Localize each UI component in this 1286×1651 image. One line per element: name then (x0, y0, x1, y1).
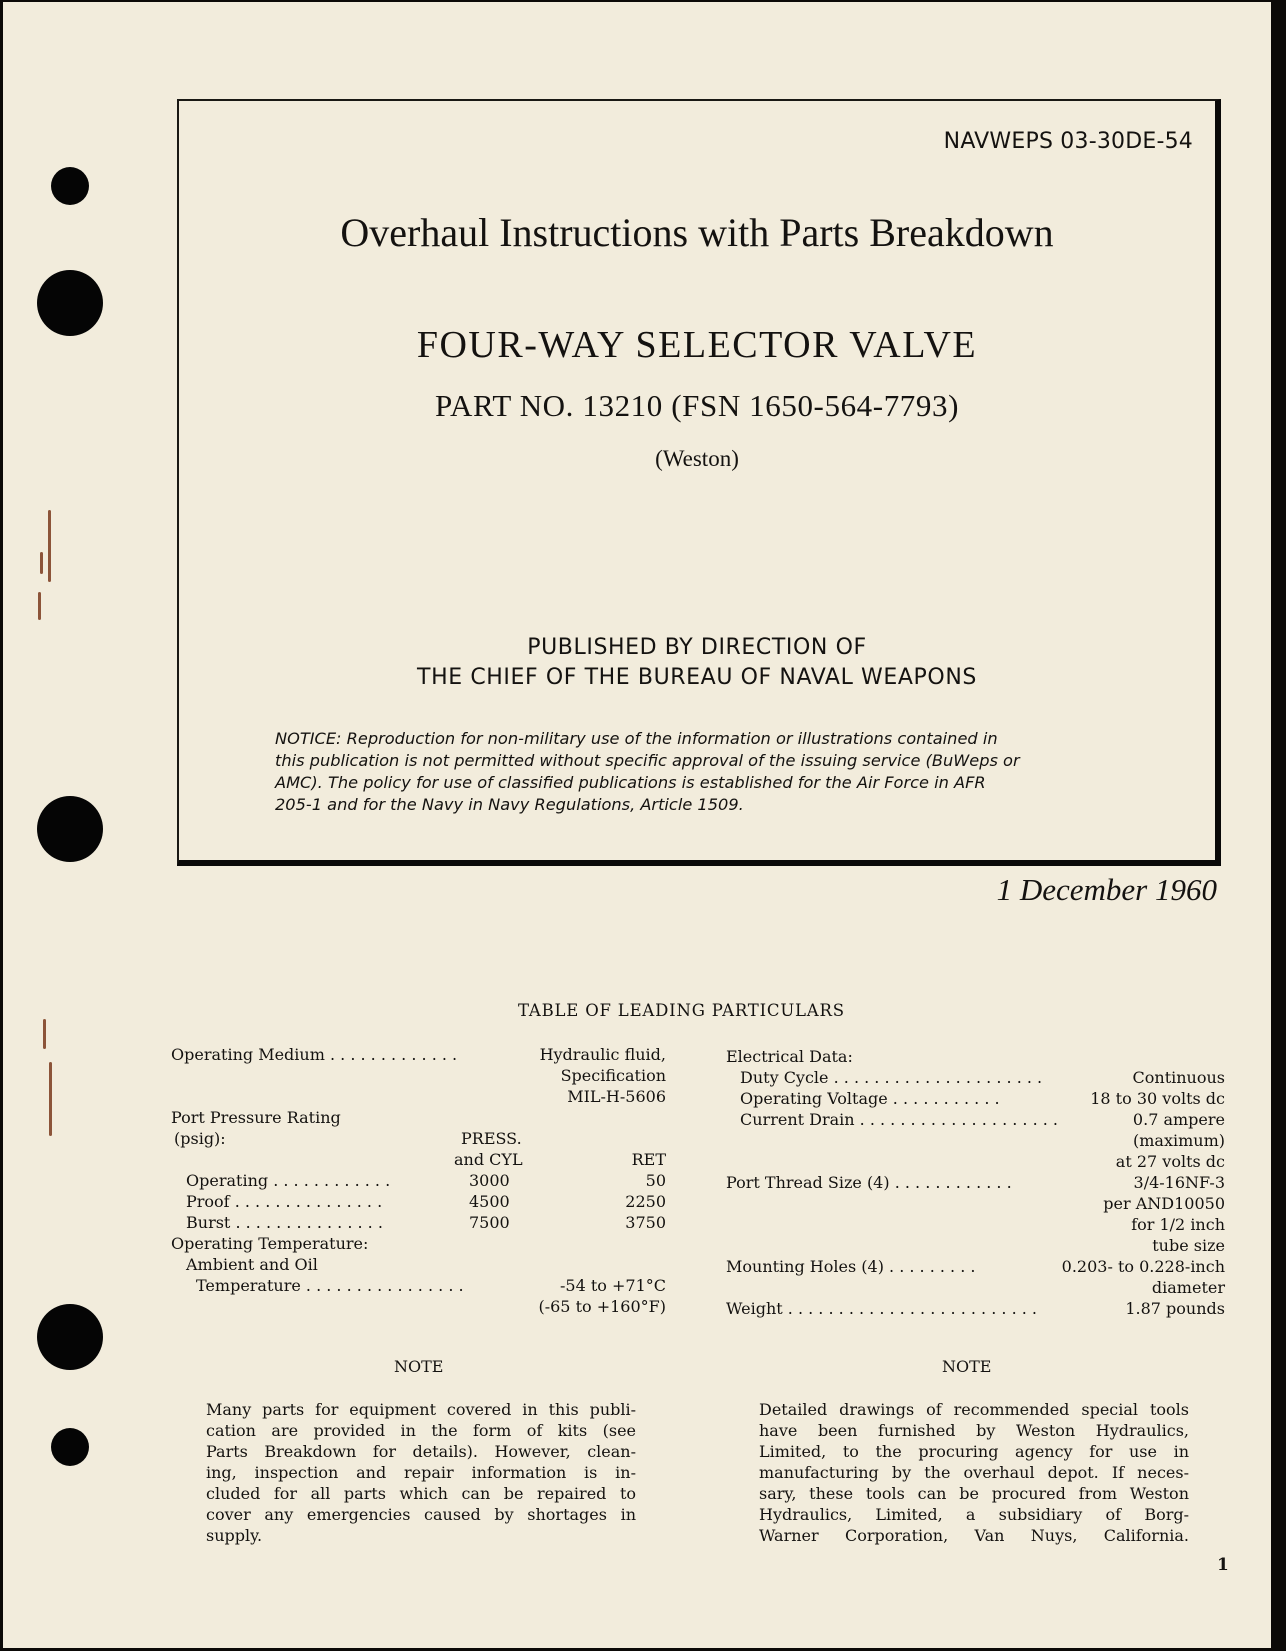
part-number: PART NO. 13210 (FSN 1650-564-7793) (434, 388, 960, 423)
note-line: Detailed drawings of recommended special tools (759, 1400, 1189, 1419)
note-line: sary, these tools can be procured from Weston (759, 1484, 1189, 1503)
value-mounting-holes-1: 0.203- to 0.228-inch (1061, 1257, 1225, 1276)
note-body-right (759, 1399, 1189, 1546)
value-temperature-f: (-65 to +160°F) (538, 1297, 666, 1316)
header-press-cyl-2: and CYL (454, 1150, 523, 1169)
component-name: FOUR-WAY SELECTOR VALVE (416, 324, 978, 366)
document-page (3, 2, 1271, 1648)
header-press-cyl-1: PRESS. (461, 1129, 522, 1148)
staple-mark (40, 552, 43, 574)
value-port-thread-4: tube size (1152, 1236, 1225, 1255)
value-duty-cycle: Continuous (1132, 1068, 1225, 1087)
notice-line: NOTICE: Reproduction for non-military use of the information or illustrations contained in (275, 729, 998, 748)
label-ambient-oil: Ambient and Oil (186, 1255, 318, 1274)
binder-hole-large-top (37, 270, 103, 336)
note-line: cluded for all parts which can be repaired to (206, 1484, 636, 1503)
note-line: have been furnished by Weston Hydraulics, (759, 1421, 1189, 1440)
label-electrical-data: Electrical Data: (726, 1047, 853, 1066)
value-operating-medium-3: MIL-H-5606 (567, 1087, 666, 1106)
publisher-line-1: PUBLISHED BY DIRECTION OF (527, 635, 867, 660)
value-operating-medium-2: Specification (560, 1066, 666, 1085)
value-operating-ret: 50 (645, 1171, 666, 1190)
value-weight: 1.87 pounds (1125, 1299, 1225, 1318)
value-proof-press: 4500 (469, 1192, 510, 1211)
note-line: Hydraulics, Limited, a subsidiary of Borg- (759, 1505, 1189, 1524)
value-port-thread-2: per AND10050 (1103, 1194, 1225, 1213)
staple-mark (49, 1062, 52, 1136)
binder-hole-small-top (51, 167, 89, 205)
title-frame (177, 99, 1221, 866)
label-port-thread-size: Port Thread Size (4) . . . . . . . . . . . . (726, 1173, 1012, 1192)
notice-line: 205-1 and for the Navy in Navy Regulations, Article 1509. (275, 795, 744, 814)
note-heading-left: NOTE (394, 1357, 444, 1376)
value-operating-voltage: 18 to 30 volts dc (1090, 1089, 1225, 1108)
value-mounting-holes-2: diameter (1151, 1278, 1225, 1297)
label-operating-voltage: Operating Voltage . . . . . . . . . . . (740, 1089, 1000, 1108)
staple-mark (48, 510, 51, 582)
note-line: supply. (206, 1526, 263, 1545)
value-temperature-c: -54 to +71°C (559, 1276, 666, 1295)
notice-line: AMC). The policy for use of classified publications is established for the Air Force in AFR (275, 773, 986, 792)
staple-mark (43, 1019, 46, 1049)
note-line: Many parts for equipment covered in this publi- (206, 1400, 636, 1419)
binder-hole-small-bottom (51, 1428, 89, 1466)
table-title: TABLE OF LEADING PARTICULARS (518, 1001, 845, 1020)
notice-line: this publication is not permitted without specific approval of the issuing service (BuWeps or (275, 751, 1020, 770)
value-operating-press: 3000 (469, 1171, 510, 1190)
note-line: ing, inspection and repair information is in- (206, 1463, 636, 1482)
value-burst-ret: 3750 (625, 1213, 666, 1232)
header-ret: RET (631, 1150, 666, 1169)
manufacturer: (Weston) (655, 446, 739, 471)
value-burst-press: 7500 (469, 1213, 510, 1232)
value-port-thread-1: 3/4-16NF-3 (1133, 1173, 1225, 1192)
notice-paragraph (275, 728, 1055, 816)
value-current-drain-1: 0.7 ampere (1132, 1110, 1225, 1129)
label-weight: Weight . . . . . . . . . . . . . . . . . . . . . . . . . (726, 1299, 1037, 1318)
label-psig: (psig): (174, 1129, 226, 1148)
label-mounting-holes: Mounting Holes (4) . . . . . . . . . (726, 1257, 976, 1276)
label-proof: Proof . . . . . . . . . . . . . . . (186, 1192, 383, 1211)
staple-mark (38, 592, 41, 620)
label-operating: Operating . . . . . . . . . . . . (186, 1171, 391, 1190)
label-operating-temperature: Operating Temperature: (171, 1234, 369, 1253)
label-temperature: Temperature . . . . . . . . . . . . . . . . (196, 1276, 464, 1295)
note-line: cover any emergencies caused by shortages in (206, 1505, 636, 1524)
note-line: cation are provided in the form of kits (see (206, 1421, 636, 1440)
binder-hole-large-bottom (37, 1304, 103, 1370)
note-line: manufacturing by the overhaul depot. If neces- (759, 1463, 1189, 1482)
value-current-drain-2: (maximum) (1133, 1131, 1225, 1150)
note-line: Warner Corporation, Van Nuys, California. (759, 1526, 1189, 1545)
note-line: Limited, to the procuring agency for use in (759, 1442, 1189, 1461)
publisher-line-2: THE CHIEF OF THE BUREAU OF NAVAL WEAPONS (417, 665, 977, 690)
value-port-thread-3: for 1/2 inch (1131, 1215, 1225, 1234)
note-body-left (206, 1399, 636, 1546)
note-line: Parts Breakdown for details). However, clean- (206, 1442, 636, 1461)
value-proof-ret: 2250 (625, 1192, 666, 1211)
label-operating-medium: Operating Medium . . . . . . . . . . . . . (171, 1045, 458, 1064)
value-operating-medium-1: Hydraulic fluid, (539, 1045, 666, 1064)
binder-hole-large-middle (37, 796, 103, 862)
label-duty-cycle: Duty Cycle . . . . . . . . . . . . . . . . . . . . . (740, 1068, 1043, 1087)
label-current-drain: Current Drain . . . . . . . . . . . . . . . . . . . . (740, 1110, 1059, 1129)
label-burst: Burst . . . . . . . . . . . . . . . (186, 1213, 383, 1232)
label-port-pressure: Port Pressure Rating (171, 1108, 341, 1127)
publication-date: 1 December 1960 (996, 872, 1217, 907)
note-heading-right: NOTE (942, 1357, 992, 1376)
document-title: Overhaul Instructions with Parts Breakdown (340, 210, 1054, 255)
document-number: NAVWEPS 03-30DE-54 (943, 129, 1193, 154)
page-number: 1 (1217, 1555, 1229, 1575)
value-current-drain-3: at 27 volts dc (1115, 1152, 1225, 1171)
